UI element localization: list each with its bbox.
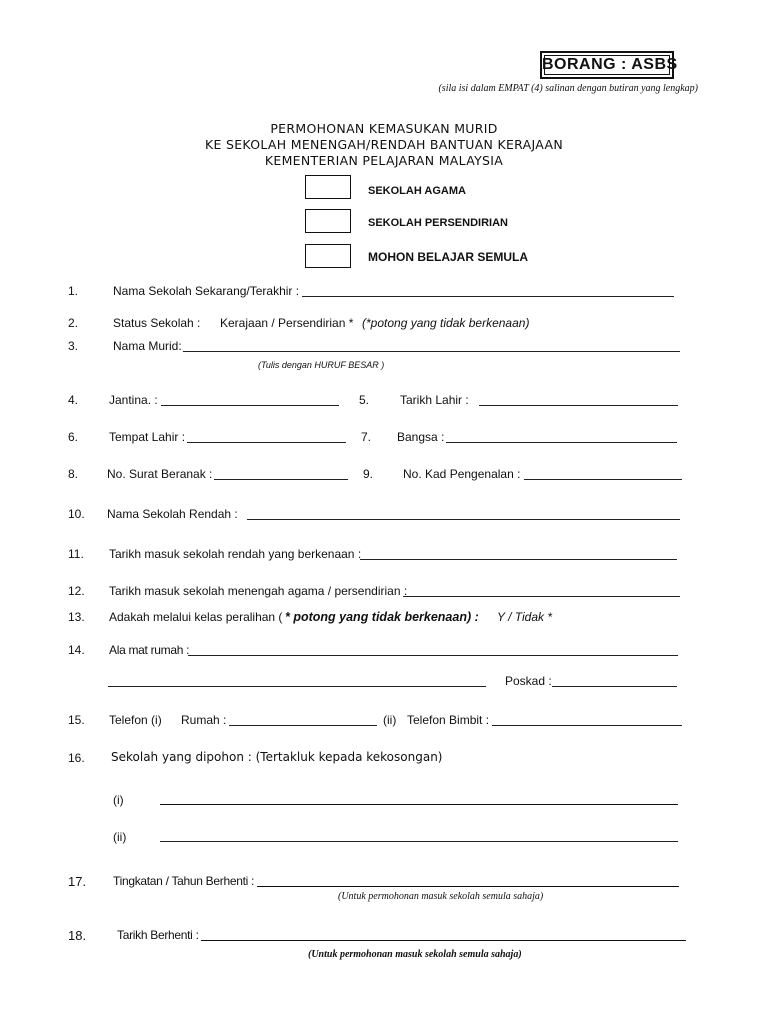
input-tarikh-masuk-menengah[interactable] [403, 596, 680, 597]
field-number: 5. [359, 393, 370, 407]
title-line-1: PERMOHONAN KEMASUKAN MURID [270, 121, 498, 136]
field-number: 7. [361, 430, 372, 444]
title-line-3: KEMENTERIAN PELAJARAN MALAYSIA [264, 153, 504, 168]
field-number: 3. [68, 339, 79, 353]
input-poskad[interactable] [552, 686, 677, 687]
field-label-kelas-peralihan: Adakah melalui kelas peralihan ( [109, 610, 283, 624]
field-number: 1. [68, 284, 79, 298]
field-label-kad-pengenalan: No. Kad Pengenalan : [403, 467, 521, 481]
peralihan-options[interactable]: Y / Tidak * [497, 610, 553, 624]
field-label-telefon: Telefon (i) [109, 713, 162, 727]
semula-note: (Untuk permohonan masuk sekolah semula sahaja) [338, 891, 544, 902]
input-tarikh-lahir[interactable] [479, 405, 678, 406]
field-number: 2. [68, 316, 79, 330]
input-alamat-line-2[interactable] [108, 686, 486, 687]
input-tarikh-masuk-rendah[interactable] [360, 559, 677, 560]
field-label-tarikh-lahir: Tarikh Lahir : [400, 393, 469, 407]
field-label-rumah: Rumah : [181, 713, 227, 727]
field-label-surat-beranak: No. Surat Beranak : [107, 467, 213, 481]
instruction-note: (sila isi dalam EMPAT (4) salinan dengan butiran yang lengkap) [438, 83, 698, 94]
input-telefon-bimbit[interactable] [492, 725, 682, 726]
field-label-tingkatan-berhenti: Tingkatan / Tahun Berhenti : [113, 874, 255, 888]
checkbox-label-sekolah-persendirian: SEKOLAH PERSENDIRIAN [368, 217, 508, 229]
field-number: 10. [68, 507, 85, 521]
field-label-bangsa: Bangsa : [397, 430, 445, 444]
field-number: 11. [68, 547, 84, 561]
field-label-telefon-bimbit: Telefon Bimbit : [407, 713, 490, 727]
field-label-tempat-lahir: Tempat Lahir : [109, 430, 186, 444]
field-label-tarikh-masuk-rendah: Tarikh masuk sekolah rendah yang berkenaan : [109, 547, 362, 561]
input-sekolah-pilihan-2[interactable] [160, 841, 678, 842]
input-sekolah-rendah[interactable] [247, 519, 680, 520]
field-label-tarikh-masuk-menengah: Tarikh masuk sekolah menengah agama / persendirian : [109, 584, 408, 598]
form-code-box: BORANG : ASBS [540, 51, 674, 79]
checkbox-label-mohon-belajar-semula: MOHON BELAJAR SEMULA [368, 250, 529, 264]
field-number: 4. [68, 393, 79, 407]
field-number: 9. [363, 467, 374, 481]
field-label-jantina: Jantina. : [109, 393, 158, 407]
choice-label-i: (i) [113, 793, 124, 807]
field-number: 12. [68, 584, 85, 598]
checkbox-label-sekolah-agama: SEKOLAH AGAMA [368, 185, 466, 197]
checkbox-sekolah-persendirian[interactable] [305, 209, 351, 233]
input-sekolah-pilihan-1[interactable] [160, 804, 678, 805]
field-number: 16. [68, 751, 85, 765]
field-number: 15. [68, 713, 85, 727]
uppercase-note: (Tulis dengan HURUF BESAR ) [258, 360, 385, 370]
strike-note: (*potong yang tidak berkenaan) [362, 316, 530, 330]
field-label-tarikh-berhenti: Tarikh Berhenti : [117, 928, 199, 942]
input-tingkatan-berhenti[interactable] [257, 886, 679, 887]
field-label-poskad: Poskad : [505, 674, 552, 688]
input-tarikh-berhenti[interactable] [201, 940, 686, 941]
field-label-ii: (ii) [383, 713, 397, 727]
title-line-2: KE SEKOLAH MENENGAH/RENDAH BANTUAN KERAJAAN [205, 137, 563, 152]
field-number: 14. [68, 643, 85, 657]
input-kad-pengenalan[interactable] [524, 479, 682, 480]
input-nama-sekolah[interactable] [302, 296, 674, 297]
field-number: 8. [68, 467, 79, 481]
input-telefon-rumah[interactable] [229, 725, 377, 726]
checkbox-mohon-belajar-semula[interactable] [305, 244, 351, 268]
input-tempat-lahir[interactable] [187, 442, 346, 443]
input-bangsa[interactable] [446, 442, 677, 443]
input-alamat-line-1[interactable] [188, 655, 678, 656]
peralihan-strike-note: * potong yang tidak berkenaan) : [285, 610, 479, 624]
status-options[interactable]: Kerajaan / Persendirian * [220, 316, 354, 330]
input-jantina[interactable] [161, 405, 339, 406]
field-number: 17. [68, 874, 87, 889]
choice-label-ii: (ii) [113, 830, 127, 844]
input-surat-beranak[interactable] [214, 479, 348, 480]
field-number: 13. [68, 610, 85, 624]
field-label-nama-murid: Nama Murid: [113, 339, 182, 353]
field-number: 6. [68, 430, 79, 444]
field-label-nama-sekolah: Nama Sekolah Sekarang/Terakhir : [113, 284, 300, 298]
field-label-sekolah-rendah: Nama Sekolah Rendah : [107, 507, 238, 521]
field-number: 18. [68, 928, 87, 943]
field-label-status-sekolah: Status Sekolah : [113, 316, 201, 330]
field-label-sekolah-dipohon: Sekolah yang dipohon : (Tertakluk kepada kekosongan) [111, 750, 443, 764]
semula-note: (Untuk permohonan masuk sekolah semula sahaja) [308, 949, 522, 960]
field-label-alamat: Ala mat rumah : [109, 643, 190, 657]
input-nama-murid[interactable] [183, 351, 680, 352]
checkbox-sekolah-agama[interactable] [305, 175, 351, 199]
